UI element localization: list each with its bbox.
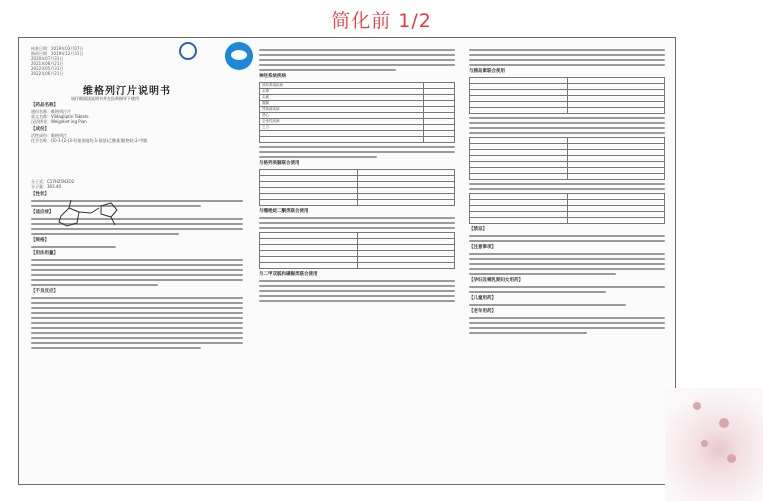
banner-title: 简化前 1/2 (331, 10, 432, 32)
section-heading: 【不良反应】 (31, 289, 58, 294)
chemical-name: 化学名称：(S)-1-[2-(3-羟基金刚烷-1-氨基)乙酰基]吡咯烷-2-甲腈 (31, 138, 148, 143)
adverse-reaction-table (259, 169, 455, 206)
meta-line: 2021年06月21日 (31, 61, 64, 66)
table-cell: 神经系统疾病 (260, 83, 424, 89)
adverse-reaction-table (259, 232, 455, 269)
table-title: 与噻唑烷二酮类联合使用 (259, 209, 309, 214)
adverse-reaction-table (469, 137, 665, 180)
generic-name: 通用名称：维格列汀片 (31, 109, 71, 114)
pinyin-name: 汉语拼音：Weigeliet ing Pian (31, 119, 87, 124)
molecular-formula: 分子式：C17H25N3O2 (31, 179, 75, 184)
meta-line: 2022年06月21日 (31, 71, 64, 76)
section-heading: 【性状】 (31, 192, 49, 197)
section-heading: 【儿童用药】 (469, 296, 496, 301)
adverse-reaction-table (469, 193, 665, 224)
english-name: 英文名称：Vildagliptin Tablets (31, 114, 89, 119)
meta-line: 核准日期：2019年03月07日 (31, 46, 84, 51)
document-column-1 (31, 46, 243, 476)
table-cell: 胃肠道疾病 (260, 107, 424, 113)
section-heading: 【药品名称】 (31, 103, 58, 108)
section-heading: 【老年用药】 (469, 309, 496, 314)
adverse-reaction-table (259, 82, 455, 143)
table-cell: 头晕 (260, 89, 424, 95)
table-title: 与格列美脲联合使用 (259, 161, 300, 166)
meta-line: 2020年07月31日 (31, 56, 64, 61)
table-title: 与胰岛素联合使用 (469, 69, 505, 74)
table-cell: 恶心 (260, 113, 424, 119)
meta-line: 修改日期：2019年12月31日 (31, 51, 84, 56)
table-cell: 头痛 (260, 95, 424, 101)
document-title: 维格列汀片说明书 (83, 86, 171, 97)
meta-line: 2022年05月31日 (31, 66, 64, 71)
section-heading: 【成份】 (31, 127, 49, 132)
table-title: 神经系统疾病 (259, 74, 286, 79)
section-heading: 【孕妇及哺乳期妇女用药】 (469, 278, 523, 283)
section-heading: 【禁忌】 (469, 227, 487, 232)
document-column-2 (259, 46, 455, 476)
document-column-3 (469, 46, 665, 476)
active-ingredient: 活性成份：维格列汀 (31, 133, 67, 138)
chemical-structure-icon (55, 196, 125, 230)
document-page (18, 37, 676, 485)
section-heading: 【适应症】 (31, 210, 54, 215)
table-cell: 全身性疾病 (260, 119, 424, 125)
section-heading: 【用法用量】 (31, 251, 58, 256)
blurred-thumbnail (665, 388, 763, 501)
document-subtitle: 请仔细阅读说明书并在医师指导下使用 (71, 96, 139, 101)
molecular-weight: 分子量：303.40 (31, 184, 61, 189)
table-cell: 震颤 (260, 101, 424, 107)
table-title: 与二甲双胍和磺脲类联合使用 (259, 272, 318, 277)
table-cell: 乏力 (260, 125, 424, 131)
adverse-reaction-table (469, 77, 665, 114)
section-heading: 【注意事项】 (469, 245, 496, 250)
section-heading: 【规格】 (31, 238, 49, 243)
